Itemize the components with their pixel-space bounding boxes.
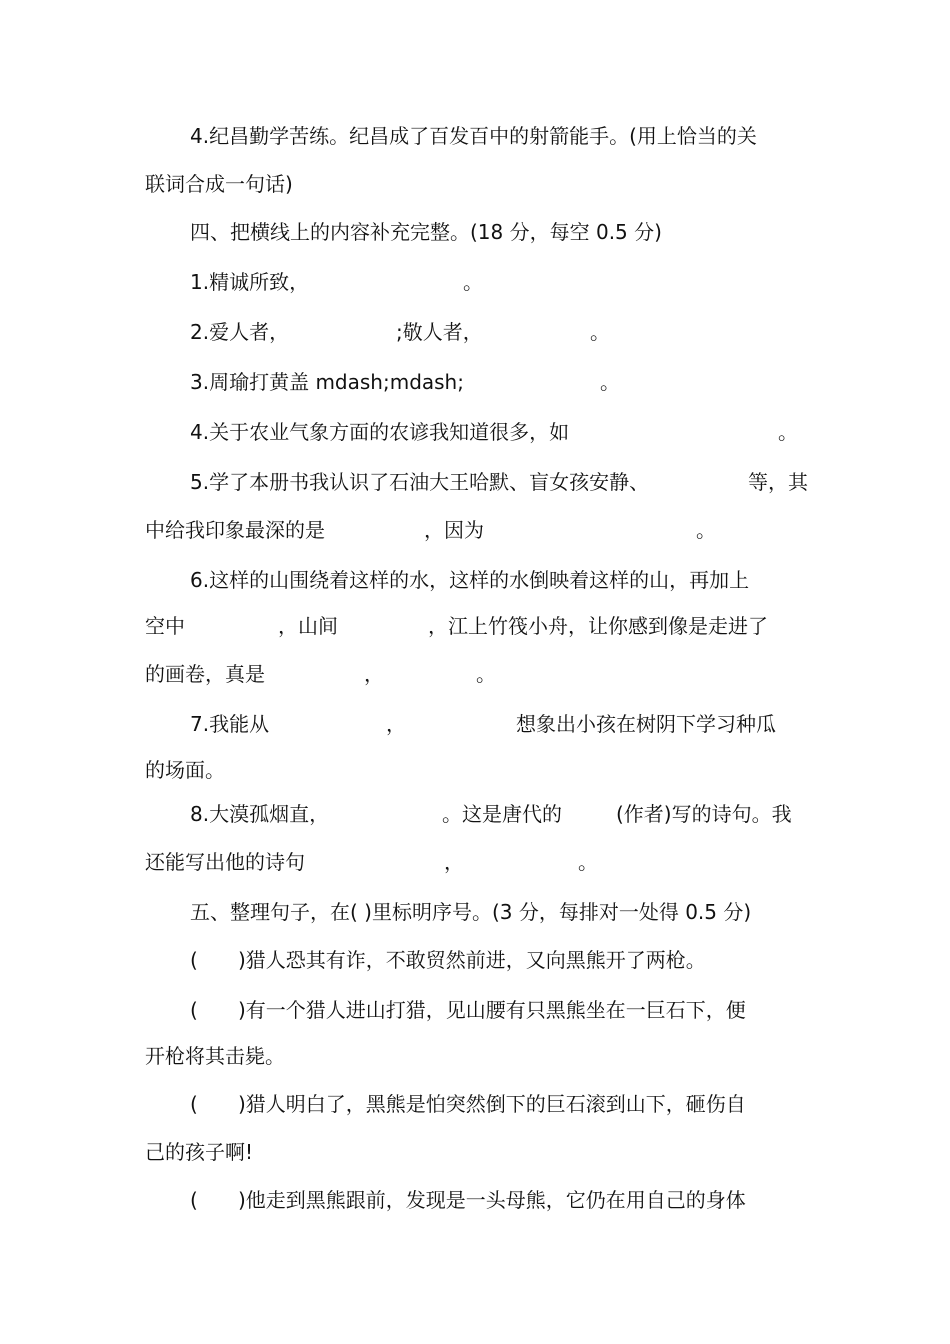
order-2-paren: ( bbox=[190, 998, 198, 1022]
fill-2-end: 。 bbox=[590, 320, 610, 344]
order-4-text: )他走到黑熊跟前，发现是一头母熊，它仍在用自己的身体 bbox=[238, 1188, 746, 1212]
fill-5-line-2-end: 。 bbox=[696, 518, 716, 542]
fill-2-prompt: 2.爱人者， bbox=[190, 320, 290, 344]
fill-6-line-2-middle: ，山间 bbox=[278, 614, 338, 638]
fill-3-prompt: 3.周瑜打黄盖 mdash;mdash; bbox=[190, 370, 464, 394]
fill-8-line-1-middle: 。这是唐代的 bbox=[442, 802, 562, 826]
fill-6-line-2-end: ，江上竹筏小舟，让你感到像是走进了 bbox=[428, 614, 768, 638]
fill-8-line-1-start: 8.大漠孤烟直， bbox=[190, 802, 330, 826]
fill-5-continue: 等，其 bbox=[748, 470, 808, 494]
order-2-text: )有一个猎人进山打猎，见山腰有只黑熊坐在一巨石下，便 bbox=[238, 998, 746, 1022]
order-1-paren: ( bbox=[190, 948, 198, 972]
fill-4-end: 。 bbox=[778, 420, 798, 444]
fill-5-line-2-start: 中给我印象最深的是 bbox=[145, 518, 325, 542]
fill-6-line-3-start: 的画卷，真是 bbox=[145, 662, 265, 686]
fill-8-line-2-middle: ， bbox=[444, 850, 464, 874]
fill-2-middle: ;敬人者， bbox=[396, 320, 483, 344]
fill-7-line-1-start: 7.我能从 bbox=[190, 712, 270, 736]
fill-8-line-2-end: 。 bbox=[578, 850, 598, 874]
fill-7-line-2: 的场面。 bbox=[145, 758, 225, 782]
section-5-heading: 五、整理句子，在( )里标明序号。(3 分，每排对一处得 0.5 分) bbox=[190, 900, 752, 924]
fill-7-line-1-middle: ， bbox=[386, 712, 406, 736]
order-4-paren: ( bbox=[190, 1188, 198, 1212]
question-4-line-1: 4.纪昌勤学苦练。纪昌成了百发百中的射箭能手。(用上恰当的关 bbox=[190, 124, 757, 148]
order-1-text: )猎人恐其有诈，不敢贸然前进，又向黑熊开了两枪。 bbox=[238, 948, 706, 972]
order-2-line-2: 开枪将其击毙。 bbox=[145, 1044, 285, 1068]
order-3-text: )猎人明白了，黑熊是怕突然倒下的巨石滚到山下，砸伤自 bbox=[238, 1092, 746, 1116]
order-3-line-2: 己的孩子啊! bbox=[145, 1140, 254, 1164]
fill-6-line-1: 6.这样的山围绕着这样的水，这样的水倒映着这样的山，再加上 bbox=[190, 568, 750, 592]
fill-6-line-3-middle: ， bbox=[364, 662, 384, 686]
fill-6-line-2-start: 空中 bbox=[145, 614, 185, 638]
fill-1-end: 。 bbox=[463, 270, 483, 294]
fill-7-line-1-end: 想象出小孩在树阴下学习种瓜 bbox=[516, 712, 776, 736]
question-4-line-2: 联词合成一句话) bbox=[145, 172, 293, 196]
section-4-heading: 四、把横线上的内容补充完整。(18 分，每空 0.5 分) bbox=[190, 220, 662, 244]
fill-3-end: 。 bbox=[600, 370, 620, 394]
fill-4-prompt: 4.关于农业气象方面的农谚我知道很多，如 bbox=[190, 420, 570, 444]
fill-8-line-2-start: 还能写出他的诗句 bbox=[145, 850, 305, 874]
fill-6-line-3-end: 。 bbox=[476, 662, 496, 686]
fill-8-line-1-end: (作者)写的诗句。我 bbox=[616, 802, 792, 826]
fill-5-line-2-middle: ，因为 bbox=[424, 518, 484, 542]
order-3-paren: ( bbox=[190, 1092, 198, 1116]
fill-5-prompt: 5.学了本册书我认识了石油大王哈默、盲女孩安静、 bbox=[190, 470, 650, 494]
fill-1-prompt: 1.精诚所致， bbox=[190, 270, 310, 294]
